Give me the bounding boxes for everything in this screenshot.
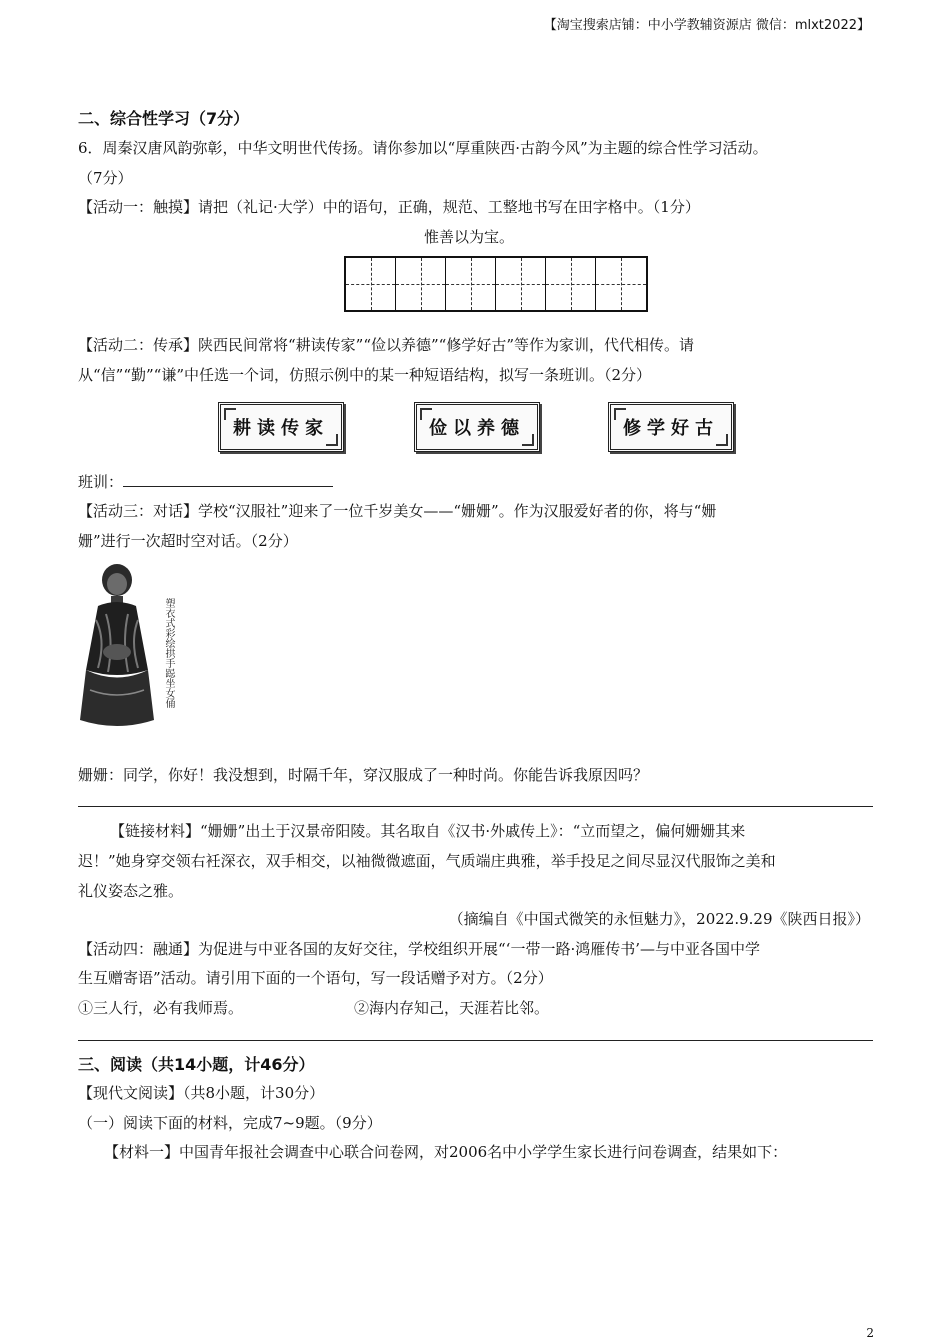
activity4-line1: 【活动四：融通】为促进与中亚各国的友好交往，学校组织开展“‘一带一路·鸿雁传书’—与中亚各国中学 bbox=[78, 940, 760, 958]
shanshan-dialog: 姗姗：同学，你好！我没想到，时隔千年，穿汉服成了一种时尚。你能告诉我原因吗？ bbox=[78, 766, 649, 784]
plaque-xiuxue: 修学好古 bbox=[608, 402, 734, 452]
grid-cell[interactable] bbox=[346, 258, 396, 310]
material-source: （摘编自《中国式微笑的永恒魅力》，2022.9.29《陕西日报》） bbox=[448, 910, 870, 928]
class-motto-label: 班训： bbox=[78, 473, 124, 491]
activity2-line2: 从“信”“勤”“谦”中任选一个词，仿照示例中的某一种短语结构，拟写一条班训。（2分） bbox=[78, 366, 652, 384]
activity4-option1: ①三人行，必有我师焉。 bbox=[78, 999, 244, 1017]
page-number: 2 bbox=[866, 1326, 874, 1340]
grid-cell[interactable] bbox=[396, 258, 446, 310]
grid-cell[interactable] bbox=[596, 258, 646, 310]
section3-title: 三、阅读（共14小题，计46分） bbox=[78, 1055, 315, 1074]
activity3-line2: 姗”进行一次超时空对话。（2分） bbox=[78, 532, 298, 550]
modern-reading-header: 【现代文阅读】（共8小题，计30分） bbox=[78, 1084, 325, 1102]
grid-cell[interactable] bbox=[496, 258, 546, 310]
section2-title: 二、综合性学习（7分） bbox=[78, 109, 250, 128]
activity4-option2: ②海内存知己，天涯若比邻。 bbox=[354, 999, 550, 1017]
part1-header: （一）阅读下面的材料，完成7~9题。（9分） bbox=[78, 1114, 382, 1132]
q6-line2: （7分） bbox=[78, 169, 133, 187]
material1-text: 【材料一】中国青年报社会调查中心联合问卷网，对2006名中小学学生家长进行问卷调查，结果如下： bbox=[104, 1143, 788, 1161]
material-line3: 礼仪姿态之雅。 bbox=[78, 882, 184, 900]
answer-line[interactable] bbox=[78, 806, 873, 807]
class-motto-blank[interactable] bbox=[123, 472, 333, 487]
material-line2: 迟！”她身穿交领右衽深衣，双手相交，以袖微微遮面，气质端庄典雅，举手投足之间尽显汉代服饰之美和 bbox=[78, 852, 776, 870]
tianzi-grid[interactable] bbox=[344, 256, 648, 312]
figure-caption: 塑衣式彩绘拱手跽坐女俑 bbox=[163, 598, 174, 708]
activity1-quote: 惟善以为宝。 bbox=[424, 228, 515, 246]
plaque-jianyi: 俭以养德 bbox=[414, 402, 540, 452]
activity3-line1: 【活动三：对话】学校“汉服社”迎来了一位千岁美女——“姗姗”。作为汉服爱好者的你，将与“姗 bbox=[78, 502, 717, 520]
activity1-text: 【活动一：触摸】请把（礼记·大学）中的语句，正确，规范、工整地书写在田字格中。（1分） bbox=[78, 198, 700, 216]
terracotta-figure-image bbox=[76, 560, 158, 735]
answer-line[interactable] bbox=[78, 1040, 873, 1041]
q6-line1: 6．周秦汉唐风韵弥彰，中华文明世代传扬。请你参加以“厚重陕西·古韵今风”为主题的综合性学习活动。 bbox=[78, 139, 768, 157]
plaque-gengdu: 耕读传家 bbox=[218, 402, 344, 452]
grid-cell[interactable] bbox=[546, 258, 596, 310]
activity2-line1: 【活动二：传承】陕西民间常将“耕读传家”“俭以养德”“修学好古”等作为家训，代代相传。请 bbox=[78, 336, 695, 354]
class-motto-row bbox=[78, 471, 333, 492]
material-line1: 【链接材料】“姗姗”出土于汉景帝阳陵。其名取自《汉书·外戚传上》：“立而望之，偏何姗姗其来 bbox=[110, 822, 746, 840]
header-shop-note: 【淘宝搜索店铺：中小学教辅资源店 微信：mlxt2022】 bbox=[543, 18, 870, 33]
activity4-line2: 生互赠寄语”活动。请引用下面的一个语句，写一段话赠予对方。（2分） bbox=[78, 969, 553, 987]
grid-cell[interactable] bbox=[446, 258, 496, 310]
